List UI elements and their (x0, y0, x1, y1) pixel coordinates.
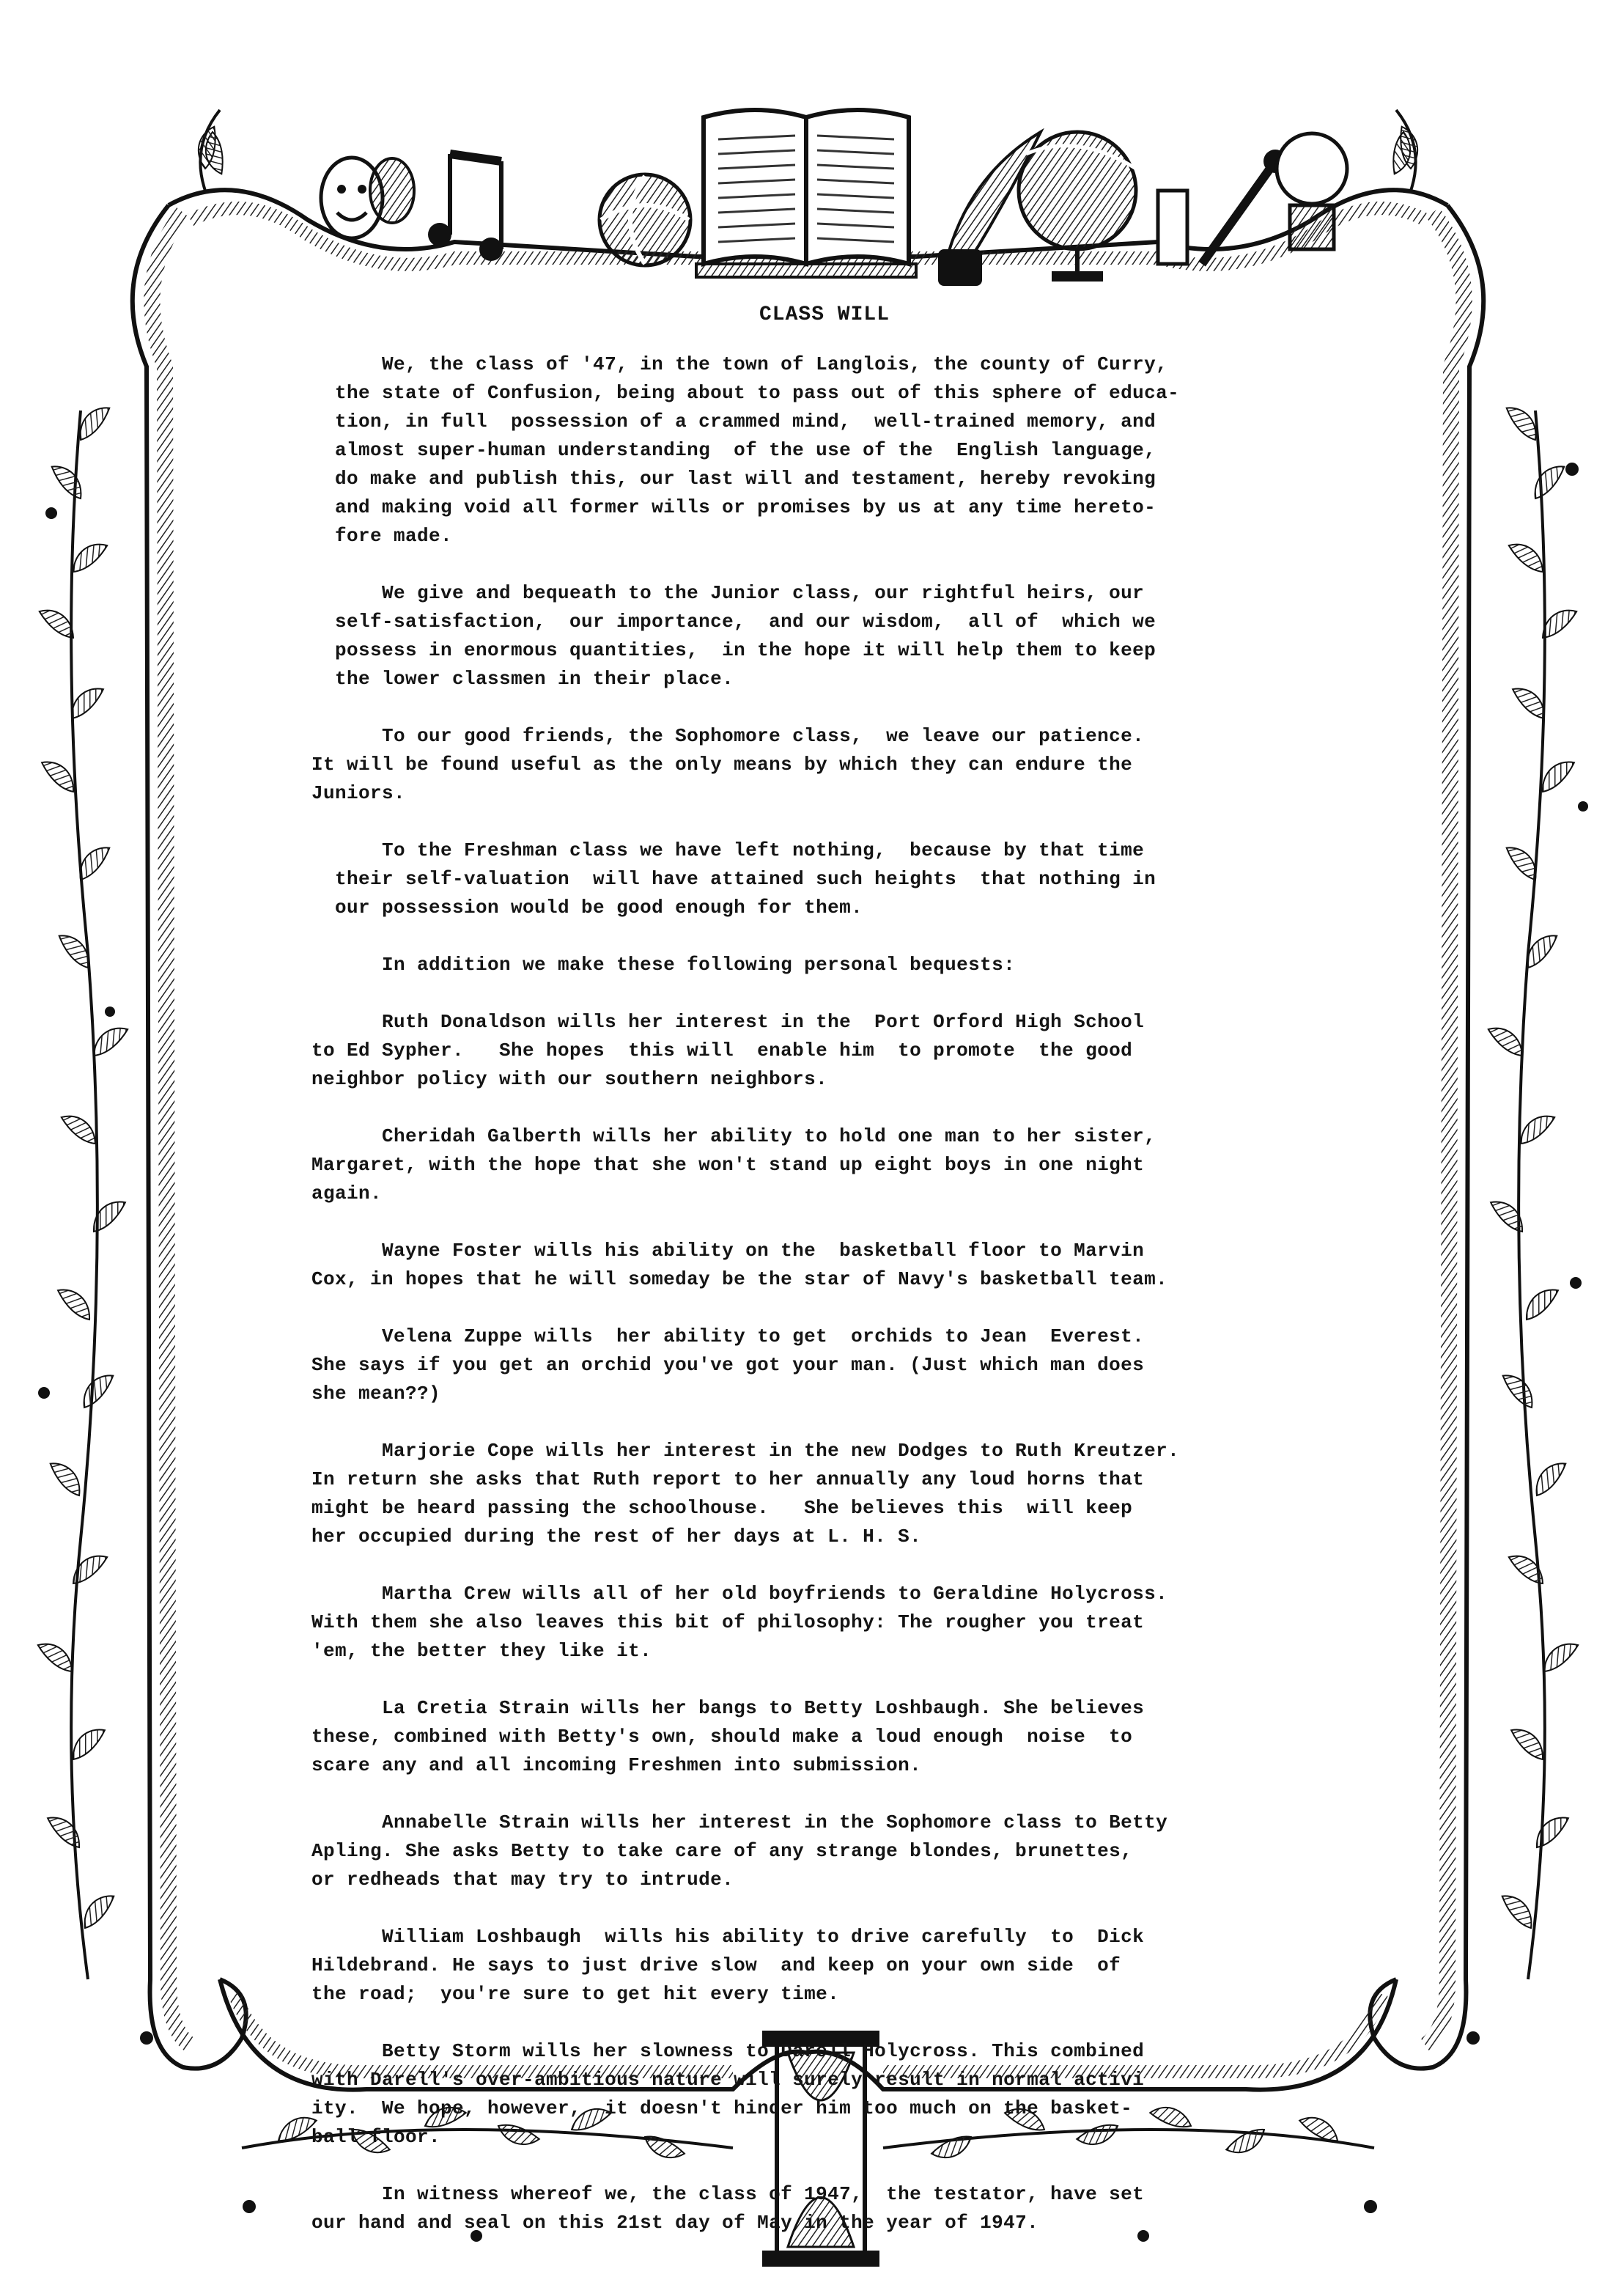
left-vine (34, 402, 153, 2045)
text-line: Marjorie Cope wills her interest in the new Dodges to Ruth Kreutzer. (311, 1440, 1180, 1462)
text-line: Hildebrand. He says to just drive slow and keep on your own side of (311, 1954, 1121, 1976)
text-line: again. (311, 1182, 383, 1204)
paragraph (311, 1237, 1167, 1294)
text-line: Juniors. (311, 782, 406, 804)
text-line: the lower classmen in their place. (311, 668, 734, 690)
text-line: fore made. (311, 525, 453, 547)
text-line: our hand and seal on this 21st day of May in the year of 1947. (311, 2212, 1039, 2234)
text-line: To the Freshman class we have left nothing, because by that time (311, 839, 1145, 861)
class-will-document (311, 293, 1338, 2234)
paragraph (311, 2037, 1144, 2152)
open-book-icon (696, 110, 916, 277)
paragraph (311, 1322, 1144, 1408)
paragraph (311, 1809, 1167, 1894)
text-line: their self-valuation will have attained such heights that nothing in (311, 868, 1156, 890)
paragraph (311, 350, 1179, 551)
text-line: might be heard passing the schoolhouse. She believes this will keep (311, 1497, 1133, 1519)
text-line: Wayne Foster wills his ability on the basketball floor to Marvin (311, 1240, 1145, 1262)
text-line: Annabelle Strain wills her interest in the Sophomore class to Betty (311, 1811, 1168, 1833)
text-line: William Loshbaugh wills his ability to drive carefully to Dick (311, 1926, 1145, 1948)
text-line: tion, in full possession of a crammed mind, well-trained memory, and (311, 411, 1156, 433)
text-line: We give and bequeath to the Junior class, our rightful heirs, our (311, 582, 1145, 604)
text-line: We, the class of '47, in the town of Langlois, the county of Curry, (311, 353, 1168, 375)
paragraph (311, 1437, 1179, 1551)
text-line: scare any and all incoming Freshmen into submission. (311, 1754, 922, 1776)
text-line: To our good friends, the Sophomore class, we leave our patience. (311, 725, 1145, 747)
right-vine (1466, 402, 1588, 2045)
text-line: neighbor policy with our southern neighbors. (311, 1068, 828, 1090)
paragraph (311, 1580, 1167, 1666)
paragraph (311, 2180, 1144, 2237)
text-line: Cox, in hopes that he will someday be the star of Navy's basketball team. (311, 1268, 1168, 1290)
paragraph (311, 579, 1156, 693)
text-line: In addition we make these following personal bequests: (311, 954, 1016, 976)
text-line: these, combined with Betty's own, should make a loud enough noise to (311, 1726, 1133, 1748)
paragraph (311, 1694, 1144, 1780)
text-line: the state of Confusion, being about to pass out of this sphere of educa- (311, 382, 1180, 404)
text-line: La Cretia Strain wills her bangs to Betty Loshbaugh. She believes (311, 1697, 1145, 1719)
theater-masks-icon (321, 158, 414, 238)
paragraph (311, 722, 1144, 808)
text-line: her occupied during the rest of her days at L. H. S. (311, 1526, 922, 1548)
text-line: or redheads that may try to intrude. (311, 1869, 734, 1891)
text-line: Margaret, with the hope that she won't stand up eight boys in one night (311, 1154, 1145, 1176)
text-line: Ruth Donaldson wills her interest in the Port Orford High School (311, 1011, 1145, 1033)
text-line: ity. We hope, however, it doesn't hinder him too much on the basket- (311, 2097, 1133, 2119)
paragraph (311, 1008, 1144, 1094)
basketball-icon (599, 174, 690, 265)
text-line: ball floor. (311, 2126, 441, 2148)
text-line: and making void all former wills or promises by us at any time hereto- (311, 496, 1156, 518)
text-line: 'em, the better they like it. (311, 1640, 652, 1662)
text-line: she mean??) (311, 1383, 441, 1405)
music-notes-icon (428, 154, 503, 261)
text-line: In witness whereof we, the class of 1947, the testator, have set (311, 2183, 1145, 2205)
paragraph (311, 951, 1015, 979)
text-line: Velena Zuppe wills her ability to get orchids to Jean Everest. (311, 1325, 1145, 1347)
text-line: Apling. She asks Betty to take care of any strange blondes, brunettes, (311, 1840, 1133, 1862)
text-line: almost super-human understanding of the use of the English language, (311, 439, 1156, 461)
text-line: It will be found useful as the only means by which they can endure the (311, 754, 1133, 776)
paragraph (311, 836, 1156, 922)
text-line: possess in enormous quantities, in the hope it will help them to keep (311, 639, 1156, 661)
text-line: do make and publish this, our last will and testament, hereby revoking (311, 468, 1156, 490)
text-line: Martha Crew wills all of her old boyfriends to Geraldine Holycross. (311, 1583, 1168, 1605)
text-line: With them she also leaves this bit of philosophy: The rougher you treat (311, 1611, 1145, 1633)
paragraph (311, 1122, 1156, 1208)
paragraph (311, 1923, 1144, 2009)
text-line: the road; you're sure to get hit every time. (311, 1983, 840, 2005)
text-line: She says if you get an orchid you've got your man. (Just which man does (311, 1354, 1145, 1376)
text-line: In return she asks that Ruth report to her annually any loud horns that (311, 1468, 1145, 1490)
text-line: our possession would be good enough for them. (311, 897, 863, 919)
text-line: Cheridah Galberth wills her ability to hold one man to her sister, (311, 1125, 1156, 1147)
text-line: with Darell's over-ambitious nature will surely result in normal activi (311, 2069, 1145, 2091)
text-line: to Ed Sypher. She hopes this will enable him to promote the good (311, 1040, 1133, 1061)
text-line: self-satisfaction, our importance, and our wisdom, all of which we (311, 611, 1156, 633)
text-line: Betty Storm wills her slowness to Darell Holycross. This combined (311, 2040, 1145, 2062)
document-title: CLASS WILL (759, 303, 890, 326)
